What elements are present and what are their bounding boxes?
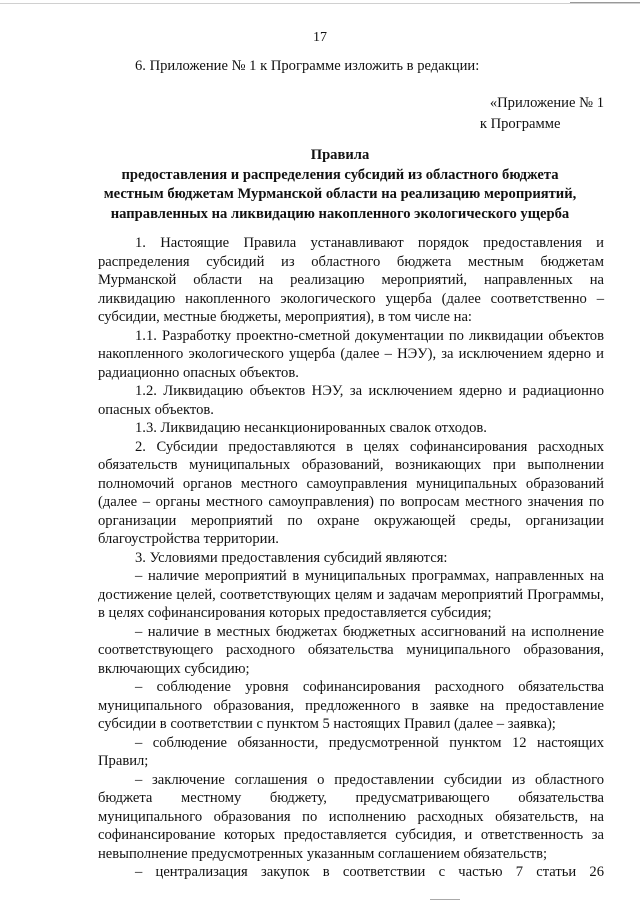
appendix-reference — [479, 93, 604, 135]
title-line-2: предоставления и распределения субсидий из областного бюджета — [121, 166, 559, 183]
paragraph: 2. Субсидии предоставляются в целях софинансирования расходных обязательств муниципальных образований, возникающих при выполнении полномочий органов местного самоуправления муниципальных образований (далее – органы местного самоуправления) по вопросам местного значения по организации мероприятий по охране окружающей среды, организации благоустройства территории. — [98, 438, 604, 547]
intro-line: 6. Приложение № 1 к Программе изложить в редакции: — [135, 58, 480, 74]
appendix-line-2: к Программе — [479, 116, 561, 132]
page-number: 17 — [313, 30, 327, 45]
title-line-1: Правила — [310, 147, 370, 163]
paragraph: – наличие мероприятий в муниципальных программах, направленных на достижение целей, соответствующих целям и задачам мероприятий Программы, в целях софинансирования которых предоставляется субсидия; — [98, 568, 604, 621]
scan-edge-bottom — [430, 899, 460, 900]
paragraph: 1.2. Ликвидацию объектов НЭУ, за исключением ядерно и радиационно опасных объектов. — [98, 383, 604, 418]
title-line-4: направленных на ликвидацию накопленного экологического ущерба — [110, 205, 570, 222]
paragraph: 1.1. Разработку проектно-сметной документации по ликвидации объектов накопленного экологического ущерба (далее – НЭУ), за исключением ядерно и радиационно опасных объектов. — [98, 327, 604, 381]
document-title — [70, 146, 610, 224]
scan-edge-top — [0, 3, 640, 4]
paragraph: 1.3. Ликвидацию несанкционированных свалок отходов. — [135, 420, 487, 436]
scan-edge-top-dark — [570, 2, 640, 3]
paragraph: – соблюдение уровня софинансирования расходного обязательства муниципального образования, предложенного в заявке на предоставление субсидии в соответствии с пунктом 5 настоящих Правил (далее – заявка); — [98, 679, 604, 732]
appendix-line-1: «Приложение № 1 — [489, 95, 604, 111]
paragraph: 3. Условиями предоставления субсидий являются: — [135, 549, 448, 566]
paragraph: – централизация закупок в соответствии с частью 7 статьи 26 — [135, 864, 604, 880]
paragraph: – наличие в местных бюджетах бюджетных ассигнований на исполнение соответствующего расходного обязательства муниципального образования, включающих субсидию; — [98, 623, 604, 677]
paragraph: 1. Настоящие Правила устанавливают порядок предоставления и распределения субсидий из областного бюджета местным бюджетам Мурманской области на реализацию мероприятий, направленных на ликвидацию накопленного экологического ущерба (далее соответственно – субсидии, местные бюджеты, мероприятия), в том числе на: — [98, 235, 604, 325]
paragraph: – соблюдение обязанности, предусмотренной пунктом 12 настоящих Правил; — [98, 734, 604, 769]
title-line-3: местным бюджетам Мурманской области на реализацию мероприятий, — [103, 186, 577, 202]
paragraph: – заключение соглашения о предоставлении субсидии из областного бюджета местному бюджету, предусматривающего обязательства муниципального образования по исполнению расходных обязательств, на софинансирование которых предоставляется субсидия, и ответственность за невыполнение предусмотренных указанным соглашением обязательств; — [98, 771, 604, 862]
document-body — [98, 234, 604, 882]
